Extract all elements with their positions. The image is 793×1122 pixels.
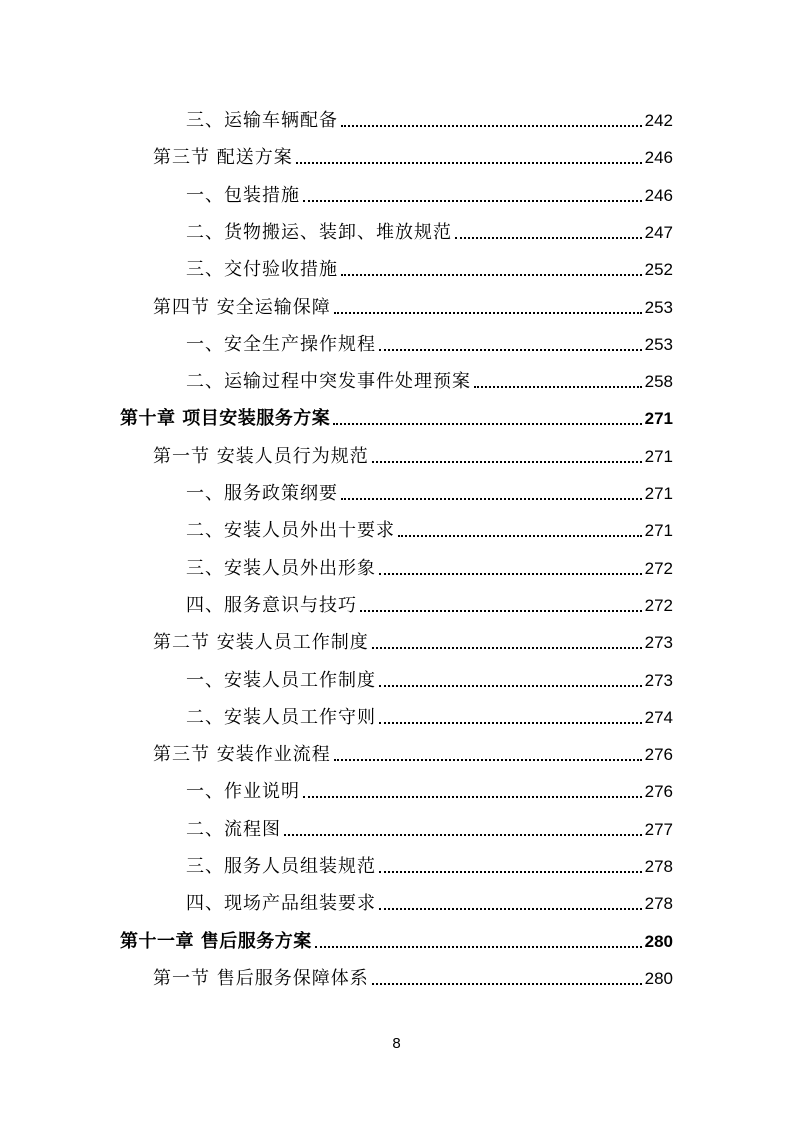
toc-entry-page-number: 271	[644, 484, 673, 503]
toc-entry-title: 二、流程图	[186, 819, 281, 840]
toc-entry-page-number: 274	[644, 708, 673, 727]
dot-leader	[379, 870, 642, 873]
toc-entry[interactable]	[120, 402, 673, 430]
dot-leader	[333, 422, 641, 425]
toc-entry[interactable]	[186, 589, 673, 617]
dot-leader	[284, 833, 642, 836]
toc-entry-title: 二、运输过程中突发事件处理预案	[186, 371, 471, 392]
toc-entry-title: 第三节 配送方案	[153, 147, 293, 168]
toc-entry[interactable]	[186, 701, 673, 729]
toc-entry[interactable]	[186, 216, 673, 244]
toc-entry-page-number: 253	[644, 298, 673, 317]
toc-entry-page-number: 276	[644, 745, 673, 764]
toc-entry-page-number: 280	[644, 932, 673, 951]
toc-entry-page-number: 242	[644, 111, 673, 130]
toc-entry-page-number: 247	[644, 223, 673, 242]
dot-leader	[379, 348, 642, 351]
dot-leader	[341, 273, 642, 276]
toc-entry-page-number: 271	[644, 409, 673, 428]
dot-leader	[379, 572, 642, 575]
toc-entry-page-number: 278	[644, 857, 673, 876]
dot-leader	[303, 199, 642, 202]
dot-leader	[334, 311, 642, 314]
toc-entry-title: 一、安装人员工作制度	[186, 670, 376, 691]
toc-entry-page-number: 272	[644, 559, 673, 578]
toc-entry[interactable]	[186, 179, 673, 207]
toc-entry[interactable]	[186, 552, 673, 580]
toc-entry[interactable]	[120, 925, 673, 953]
dot-leader	[296, 161, 642, 164]
toc-entry[interactable]	[186, 887, 673, 915]
dot-leader	[379, 721, 642, 724]
toc-entry[interactable]	[186, 253, 673, 281]
toc-entry[interactable]	[153, 962, 673, 990]
toc-entry-title: 四、服务意识与技巧	[186, 595, 357, 616]
toc-entry[interactable]	[153, 141, 673, 169]
dot-leader	[334, 758, 642, 761]
dot-leader	[341, 124, 642, 127]
dot-leader	[372, 460, 642, 463]
toc-entry[interactable]	[186, 514, 673, 542]
toc-entry-title: 第一节 安装人员行为规范	[153, 446, 369, 467]
toc-entry-title: 一、包装措施	[186, 185, 300, 206]
dot-leader	[474, 385, 642, 388]
dot-leader	[379, 684, 642, 687]
toc-entry-title: 二、安装人员工作守则	[186, 707, 376, 728]
toc-entry-title: 四、现场产品组装要求	[186, 893, 376, 914]
toc-entry[interactable]	[153, 291, 673, 319]
toc-entry-page-number: 253	[644, 335, 673, 354]
toc-entry-title: 二、货物搬运、装卸、堆放规范	[186, 222, 452, 243]
toc-entry[interactable]	[153, 440, 673, 468]
toc-entry-page-number: 271	[644, 447, 673, 466]
toc-entry-title: 第三节 安装作业流程	[153, 744, 331, 765]
toc-entry-title: 三、安装人员外出形象	[186, 558, 376, 579]
toc-entry-page-number: 280	[644, 969, 673, 988]
toc-entry-title: 一、作业说明	[186, 781, 300, 802]
toc-entry-title: 第四节 安全运输保障	[153, 297, 331, 318]
page-number: 8	[392, 1035, 401, 1052]
dot-leader	[379, 907, 642, 910]
toc-entry-title: 第十一章 售后服务方案	[120, 931, 312, 952]
dot-leader	[315, 945, 642, 948]
toc-entry-page-number: 258	[644, 372, 673, 391]
toc-entry-title: 一、安全生产操作规程	[186, 334, 376, 355]
dot-leader	[398, 534, 642, 537]
toc-entry[interactable]	[186, 104, 673, 132]
dot-leader	[372, 982, 642, 985]
dot-leader	[360, 609, 642, 612]
toc-entry-page-number: 272	[644, 596, 673, 615]
dot-leader	[341, 497, 642, 500]
toc-entry[interactable]	[186, 365, 673, 393]
toc-entry[interactable]	[186, 328, 673, 356]
toc-entry[interactable]	[186, 477, 673, 505]
toc-entry-page-number: 246	[644, 148, 673, 167]
toc-entry-page-number: 246	[644, 186, 673, 205]
dot-leader	[303, 795, 642, 798]
toc-entry-page-number: 273	[644, 633, 673, 652]
toc-entry[interactable]	[186, 775, 673, 803]
toc-entry-page-number: 276	[644, 782, 673, 801]
toc-entry[interactable]	[186, 813, 673, 841]
toc-entry-page-number: 278	[644, 894, 673, 913]
toc-entry-title: 三、运输车辆配备	[186, 110, 338, 131]
toc-entry-title: 二、安装人员外出十要求	[186, 520, 395, 541]
toc-entry-page-number: 273	[644, 671, 673, 690]
toc-entry-title: 三、交付验收措施	[186, 259, 338, 280]
toc-entry-title: 一、服务政策纲要	[186, 483, 338, 504]
toc-entry-title: 三、服务人员组装规范	[186, 856, 376, 877]
toc-entry-page-number: 277	[644, 820, 673, 839]
toc-entry-page-number: 271	[644, 521, 673, 540]
dot-leader	[455, 236, 642, 239]
toc-entry[interactable]	[153, 738, 673, 766]
toc-entry-page-number: 252	[644, 260, 673, 279]
toc-entry-title: 第二节 安装人员工作制度	[153, 632, 369, 653]
toc-entry[interactable]	[186, 850, 673, 878]
dot-leader	[372, 646, 642, 649]
toc-entry-title: 第一节 售后服务保障体系	[153, 968, 369, 989]
toc-entry[interactable]	[153, 626, 673, 654]
toc-entry[interactable]	[186, 664, 673, 692]
toc-entry-title: 第十章 项目安装服务方案	[120, 408, 331, 429]
